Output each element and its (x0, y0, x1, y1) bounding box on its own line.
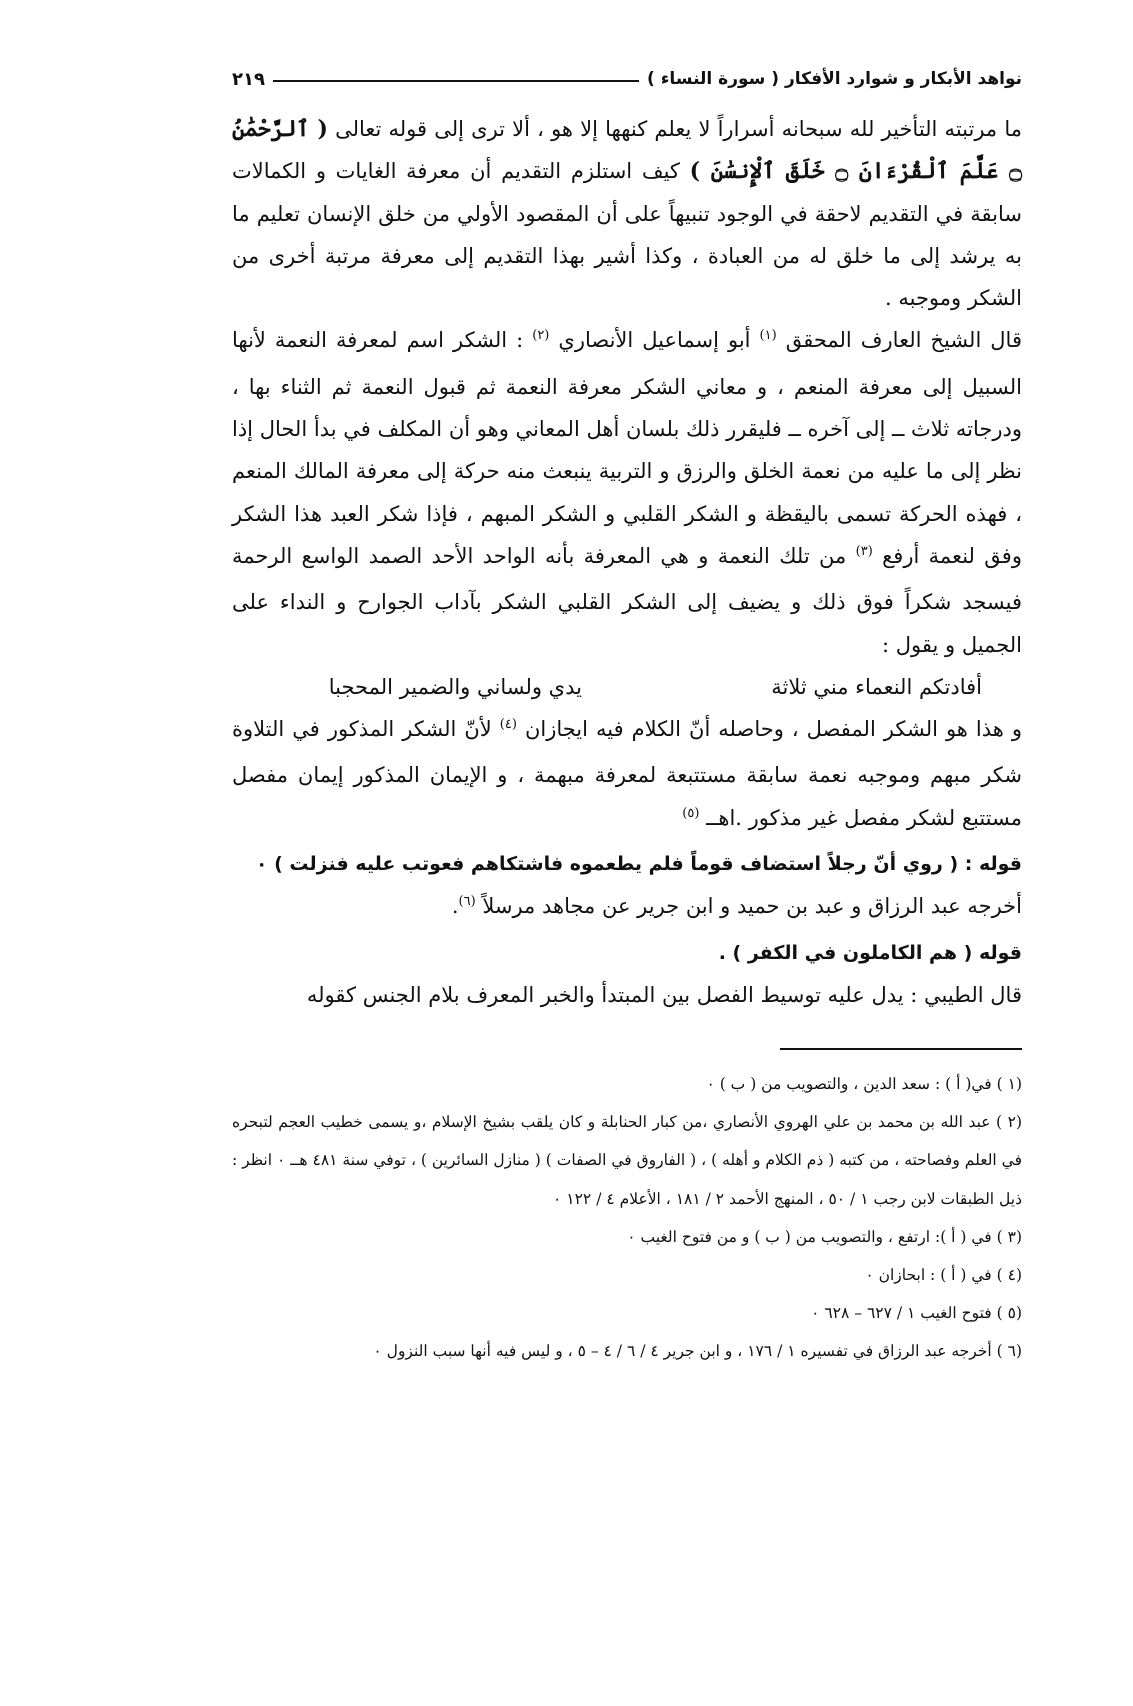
paragraph-1-text-b: كيف استلزم التقديم أن معرفة الغايات و الكمالات سابقة في التقديم لاحقة في الوجود تنبيهاً على أن المقصود الأولي من خلق الإنسان تعليم ما به يرشد إلى ما خلق له من العبادة ، وكذا أشير بهذا التقديم إلى معرفة مرتبة أخرى من الشكر وموجبه . (232, 159, 1022, 311)
footnote-ref-5[interactable]: (٥) (682, 805, 700, 821)
footnote-5: (٥ ) فتوح الغيب ١ / ٦٢٧ – ٦٢٨ ٠ (811, 1304, 1022, 1323)
paragraph-2-text-d: من تلك النعمة و هي المعرفة بأنه الواحد الأحد الصمد الواسع الرحمة فيسجد شكراً فوق ذلك و يضيف إلى الشكر القلبي الشكر بآداب الجوارح و النداء على الجميل و يقول : (232, 543, 1022, 657)
qawluh-heading-2: قوله ( هم الكاملون في الكفر ) . (718, 941, 1022, 964)
quran-verse: ( ٱلرَّحْمَٰنُ ۝ عَلَّمَ ٱلْقُرْءَانَ ۝ خَلَقَ ٱلْإِنسَٰنَ ) (232, 116, 1023, 185)
main-text (232, 108, 1022, 1016)
footnote-ref-6[interactable]: (٦) (458, 894, 476, 910)
footnote-4: (٤ ) في ( أ ) : ابحازان ٠ (865, 1266, 1022, 1285)
paragraph-5: قال الطيبي : يدل عليه توسيط الفصل بين المبتدأ والخبر المعرف بلام الجنس كقوله (306, 982, 1022, 1007)
paragraph-2-text-c: : الشكر اسم لمعرفة النعمة لأنها السبيل إلى معرفة المنعم ، و معاني الشكر معرفة النعمة ثم قبول النعمة ثم الثناء بها ، ودرجاته ثلاث ــ إلى آخره ــ فليقرر ذلك بلسان أهل المعاني وهو أن المكلف في بدأ الحال إذا نظر إلى ما عليه من نعمة الخلق والرزق و التربية ينبعث منه حركة إلى معرفة المالك المنعم ، فهذه الحركة تسمى باليقظة و الشكر القلبي و الشكر المبهم ، فإذا شكر العبد هذا الشكر وفق لنعمة أرفع (232, 328, 1022, 568)
header-rule (273, 80, 639, 82)
paragraph-1-text-a: ما مرتبته التأخير لله سبحانه أسراراً لا يعلم كنهها إلا هو ، ألا ترى إلى قوله تعالى (335, 117, 1022, 141)
footnotes (232, 1065, 1022, 1371)
footnote-6: (٦ ) أخرجه عبد الرزاق في تفسيره ١ / ١٧٦ ، و ابن جرير ٤ / ٦ / ٤ – ٥ ، و ليس فيه أنها سبب النزول ٠ (373, 1342, 1022, 1361)
footnote-ref-4[interactable]: (٤) (499, 717, 517, 733)
running-header (232, 62, 1022, 96)
header-title: نواهد الأبكار و شوارد الأفكار ( سورة النساء ) (647, 69, 1022, 89)
paragraph-2 (232, 319, 1022, 665)
verse-first-hemistich: أفادتكم النعماء مني ثلاثة (771, 674, 982, 699)
verse-second-hemistich: يدي ولساني والضمير المحجبا (328, 674, 582, 699)
paragraph-3-text-a: و هذا هو الشكر المفصل ، وحاصله أنّ الكلام فيه ايجازان (524, 717, 1022, 742)
footnote-ref-2[interactable]: (٢) (532, 328, 550, 344)
paragraph-2-text-b: أبو إسماعيل الأنصاري (558, 328, 751, 353)
qawluh-heading-1: قوله : ( روي أنّ رجلاً استضاف قوماً فلم يطعموه فاشتكاهم فعوتب عليه فنزلت ) ٠ (255, 853, 1022, 876)
paragraph-4: أخرجه عبد الرزاق و عبد بن حميد و ابن جرير عن مجاهد مرسلاً $^{(٦)}$. (451, 894, 1022, 919)
footnote-2: (٢ ) عبد الله بن محمد بن علي الهروي الأنصاري ،من كبار الحنابلة و كان يلقب بشيخ الإسلام ،و يسمى خطيب العجم لتبحره في العلم وفصاحته ، من كتبه ( ذم الكلام و أهله ) ، ( الفاروق في الصفات ) ( منازل السائرين ) ، توفي سنة ٤٨١ هــ ٠ انظر : ذيل الطبقات لابن رجب ١ / ٥٠ ، المنهج الأحمد ٢ / ١٨١ ، الأعلام ٤ / ١٢٢ ٠ (232, 1113, 1022, 1208)
footnote-ref-3[interactable]: (٣) (855, 543, 873, 559)
footnote-separator (780, 1048, 1022, 1050)
poem-verse (232, 666, 1022, 708)
paragraph-3-text-b: لأنّ الشكر المذكور في التلاوة شكر مبهم وموجبه نعمة سابقة مستتبعة لمعرفة مبهمة ، و الإيمان المذكور إيمان مفصل مستتبع لشكر مفصل غير مذكور .اهــ (232, 717, 1022, 830)
paragraph-2-text-a: قال الشيخ العارف المحقق (785, 328, 1022, 353)
paragraph-1 (232, 108, 1022, 319)
footnote-ref-1[interactable]: (١) (759, 328, 777, 344)
paragraph-4-text: أخرجه عبد الرزاق و عبد بن حميد و ابن جرير عن مجاهد مرسلاً (482, 894, 1022, 919)
paragraph-3 (232, 708, 1022, 843)
footnote-3: (٣ ) في ( أ ): ارتفع ، والتصويب من ( ب ) و من فتوح الغيب ٠ (627, 1227, 1022, 1246)
footnote-1: (١ ) في( أ ) : سعد الدين ، والتصويب من ( ب ) ٠ (706, 1075, 1022, 1093)
page-number: ٢١٩ (232, 68, 265, 90)
